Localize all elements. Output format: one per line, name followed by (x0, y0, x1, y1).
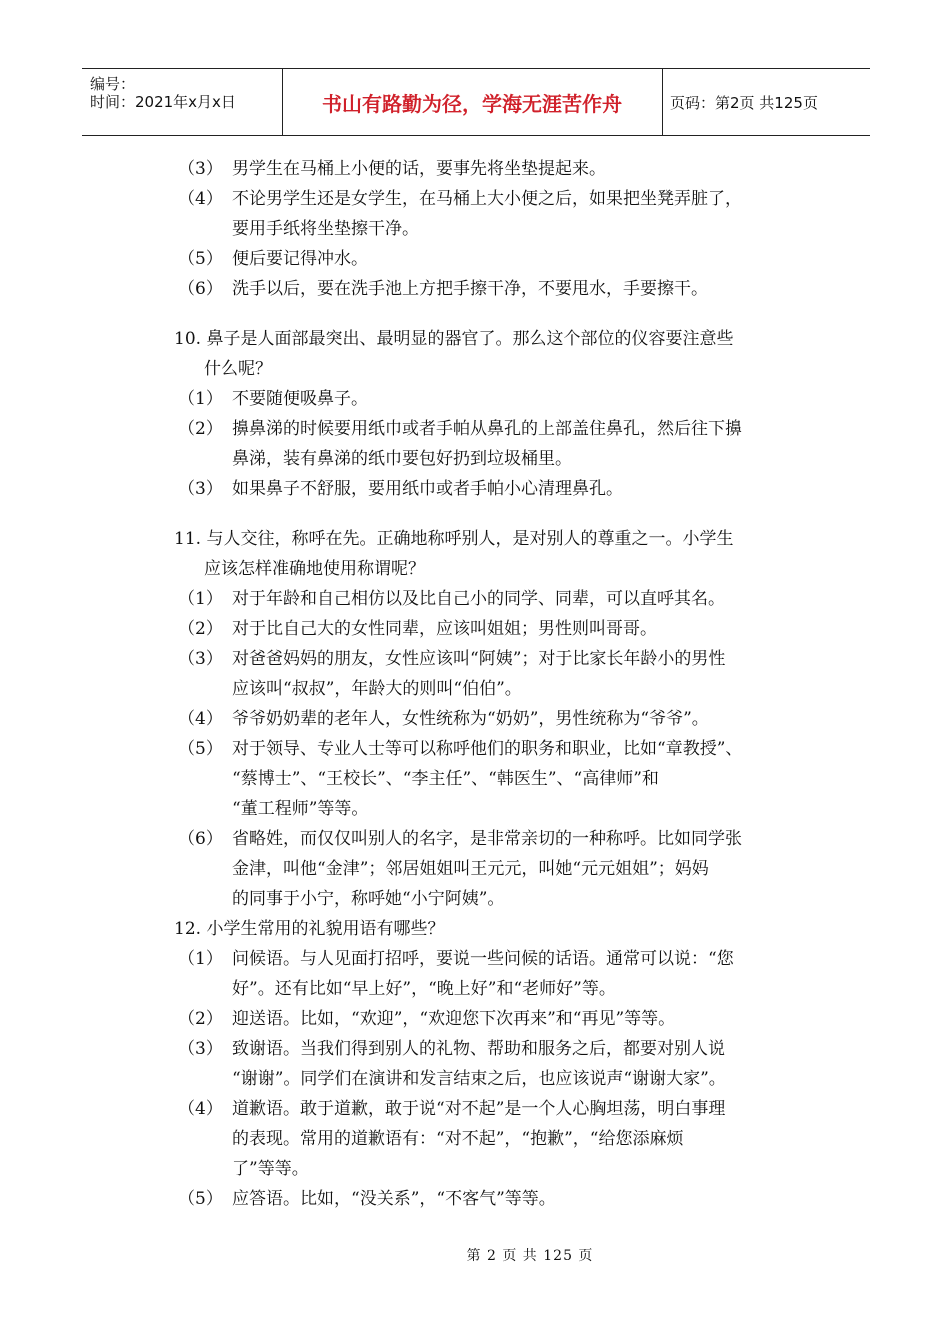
list-item-continuation (174, 974, 824, 1004)
item-number: （3） (178, 479, 223, 499)
item-text: 擤鼻涕的时候要用纸巾或者手帕从鼻孔的上部盖住鼻孔，然后往下擤 (232, 419, 742, 439)
item-text: 便后要记得冲水。 (232, 249, 368, 269)
item-number: （6） (178, 279, 223, 299)
list-item (174, 154, 824, 184)
item-text: 对于年龄和自己相仿以及比自己小的同学、同辈，可以直呼其名。 (232, 589, 725, 609)
list-item (174, 384, 824, 414)
item-text: 对于领导、专业人士等可以称呼他们的职务和职业，比如“章教授”、 (232, 739, 743, 759)
item-number: （2） (178, 619, 223, 639)
list-item (174, 1094, 824, 1124)
item-number: （2） (178, 419, 223, 439)
item-number: （2） (178, 1009, 223, 1029)
question-text: 12. 小学生常用的礼貌用语有哪些？ (174, 919, 445, 939)
item-text: 问候语。与人见面打招呼，要说一些问候的话语。通常可以说：“您 (232, 949, 734, 969)
item-text: “蔡博士”、“王校长”、“李主任”、“韩医生”、“高律师”和 (232, 769, 659, 789)
list-item-continuation (174, 1124, 824, 1154)
item-number: （3） (178, 159, 223, 179)
question-heading-continuation (174, 554, 824, 584)
list-item (174, 1184, 824, 1214)
item-number: （1） (178, 949, 223, 969)
item-text: 应答语。比如，“没关系”，“不客气”等等。 (232, 1189, 556, 1209)
header-time-label: 时间：2021年x月x日 (90, 93, 236, 111)
list-item (174, 474, 824, 504)
item-text: 不要随便吸鼻子。 (232, 389, 368, 409)
list-item-continuation (174, 214, 824, 244)
list-item (174, 184, 824, 214)
item-number: （5） (178, 249, 223, 269)
list-item (174, 414, 824, 444)
item-text: 的同事于小宁，称呼她“小宁阿姨”。 (232, 889, 505, 909)
item-number: （5） (178, 1189, 223, 1209)
list-item-continuation (174, 764, 824, 794)
item-text: 洗手以后，要在洗手池上方把手擦干净，不要甩水，手要擦干。 (232, 279, 708, 299)
list-item-continuation (174, 884, 824, 914)
header-meta (82, 69, 282, 135)
item-text: 了”等等。 (232, 1159, 309, 1179)
question-text: 什么呢？ (204, 359, 272, 379)
item-text: 不论男学生还是女学生，在马桶上大小便之后，如果把坐凳弄脏了， (232, 189, 742, 209)
item-text: “董工程师”等等。 (232, 799, 369, 819)
header-motto: 书山有路勤为径，学海无涯苦作舟 (322, 91, 622, 116)
page-header (82, 68, 870, 136)
list-item-continuation (174, 444, 824, 474)
list-item-continuation (174, 854, 824, 884)
footer-page-number: 第 2 页 共 125 页 (466, 1248, 594, 1264)
section-gap (174, 304, 824, 324)
list-item (174, 944, 824, 974)
item-number: （6） (178, 829, 223, 849)
item-text: “谢谢”。同学们在演讲和发言结束之后，也应该说声“谢谢大家”。 (232, 1069, 726, 1089)
item-number: （1） (178, 389, 223, 409)
question-heading-continuation (174, 354, 824, 384)
header-divider (662, 69, 663, 135)
item-number: （1） (178, 589, 223, 609)
question-text: 11. 与人交往，称呼在先。正确地称呼别人，是对别人的尊重之一。小学生 (174, 529, 734, 549)
list-item (174, 584, 824, 614)
item-text: 如果鼻子不舒服，要用纸巾或者手帕小心清理鼻孔。 (232, 479, 623, 499)
item-text: 金津，叫他“金津”；邻居姐姐叫王元元，叫她“元元姐姐”；妈妈 (232, 859, 709, 879)
item-text: 道歉语。敢于道歉，敢于说“对不起”是一个人心胸坦荡，明白事理 (232, 1099, 726, 1119)
list-item (174, 244, 824, 274)
item-text: 迎送语。比如，“欢迎”，“欢迎您下次再来”和“再见”等等。 (232, 1009, 676, 1029)
item-text: 爷爷奶奶辈的老年人，女性统称为“奶奶”，男性统称为“爷爷”。 (232, 709, 709, 729)
list-item (174, 1034, 824, 1064)
item-text: 男学生在马桶上小便的话，要事先将坐垫提起来。 (232, 159, 606, 179)
item-number: （3） (178, 649, 223, 669)
list-item (174, 274, 824, 304)
header-divider (282, 69, 283, 135)
item-text: 省略姓，而仅仅叫别人的名字，是非常亲切的一种称呼。比如同学张 (232, 829, 742, 849)
item-text: 要用手纸将坐垫擦干净。 (232, 219, 419, 239)
list-item (174, 1004, 824, 1034)
item-text: 致谢语。当我们得到别人的礼物、帮助和服务之后，都要对别人说 (232, 1039, 725, 1059)
list-item (174, 704, 824, 734)
item-number: （4） (178, 709, 223, 729)
item-text: 对爸爸妈妈的朋友，女性应该叫“阿姨”；对于比家长年龄小的男性 (232, 649, 726, 669)
item-number: （4） (178, 1099, 223, 1119)
list-item-continuation (174, 674, 824, 704)
item-number: （4） (178, 189, 223, 209)
item-number: （3） (178, 1039, 223, 1059)
item-text: 对于比自己大的女性同辈，应该叫姐姐；男性则叫哥哥。 (232, 619, 657, 639)
list-item (174, 644, 824, 674)
list-item (174, 824, 824, 854)
list-item-continuation (174, 1154, 824, 1184)
item-text: 好”。还有比如“早上好”，“晚上好”和“老师好”等。 (232, 979, 616, 999)
list-item (174, 734, 824, 764)
document-body (174, 154, 824, 1214)
header-page-info: 页码：第2页 共125页 (670, 93, 818, 112)
header-number-label: 编号： (90, 75, 136, 93)
list-item-continuation (174, 1064, 824, 1094)
question-heading (174, 524, 824, 554)
question-heading (174, 324, 824, 354)
item-text: 鼻涕，装有鼻涕的纸巾要包好扔到垃圾桶里。 (232, 449, 572, 469)
page-footer (0, 1245, 950, 1265)
item-text: 应该叫“叔叔”，年龄大的则叫“伯伯”。 (232, 679, 522, 699)
question-text: 10. 鼻子是人面部最突出、最明显的器官了。那么这个部位的仪容要注意些 (174, 329, 734, 349)
question-heading (174, 914, 824, 944)
list-item (174, 614, 824, 644)
item-number: （5） (178, 739, 223, 759)
question-text: 应该怎样准确地使用称谓呢？ (204, 559, 425, 579)
list-item-continuation (174, 794, 824, 824)
item-text: 的表现。常用的道歉语有：“对不起”，“抱歉”，“给您添麻烦 (232, 1129, 684, 1149)
section-gap (174, 504, 824, 524)
